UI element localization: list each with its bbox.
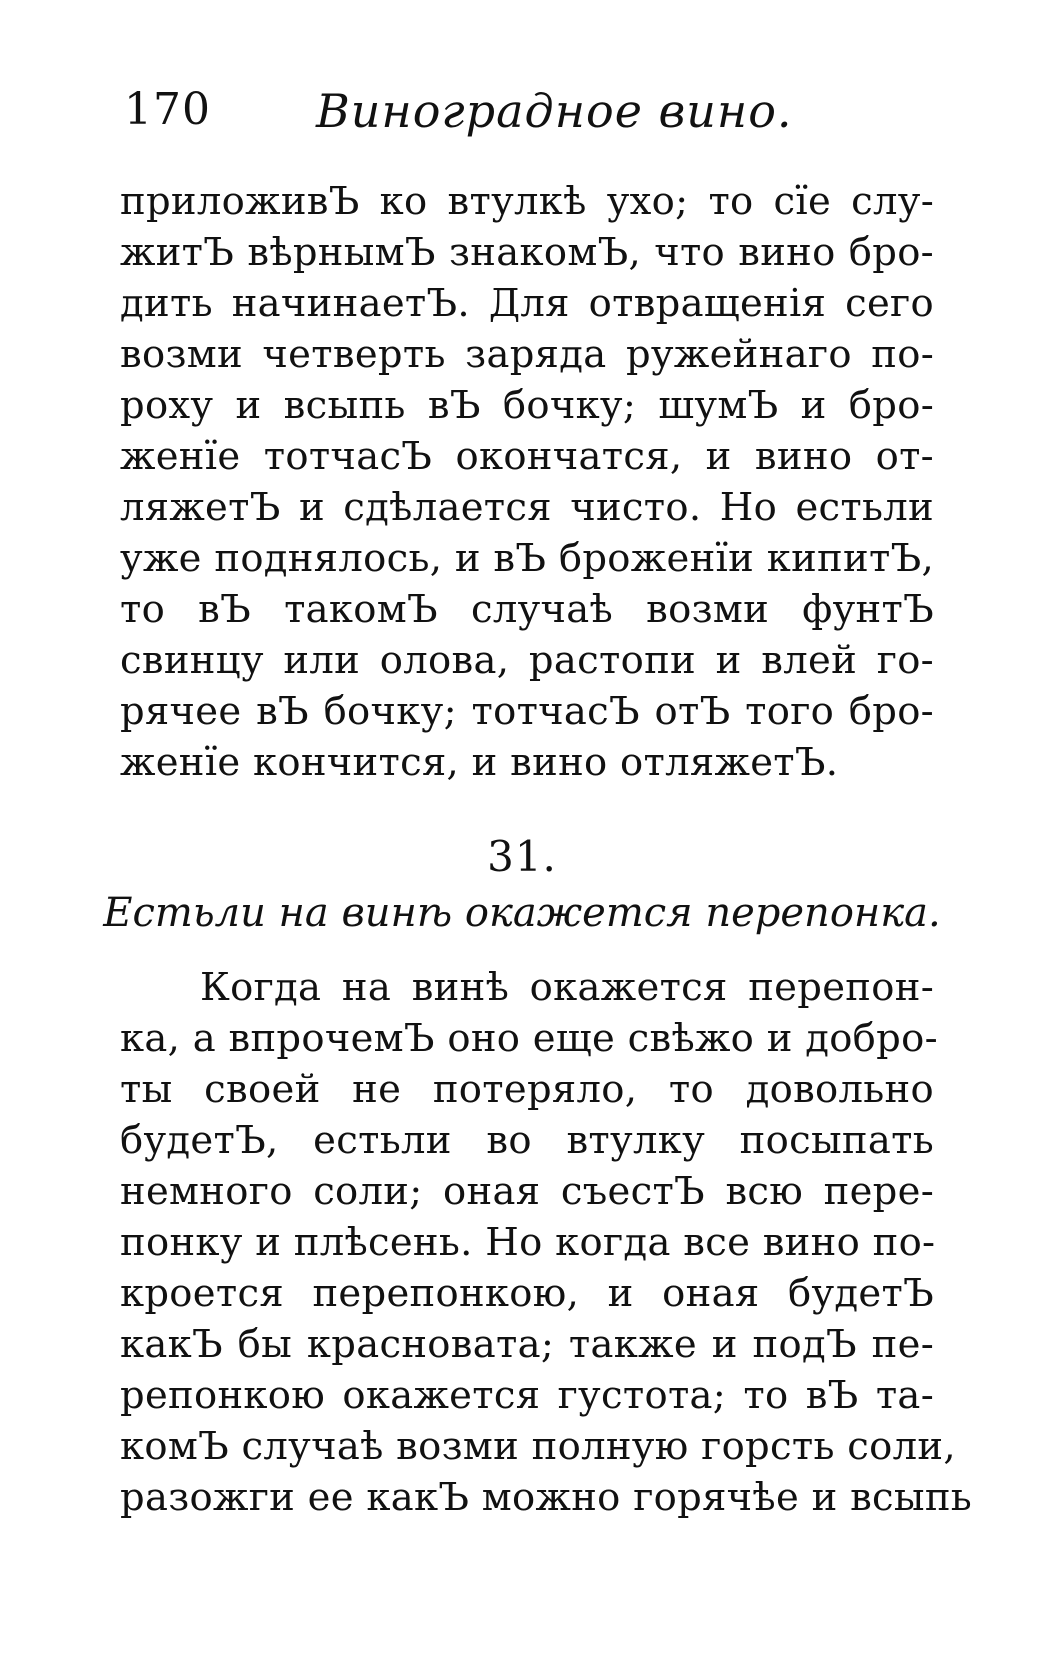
- section-title: Естьли на винѣ окажется перепонка.: [103, 890, 941, 936]
- text-line: понку и плѣсень. Но когда все вино по-: [120, 1220, 936, 1265]
- section-number: 31.: [487, 832, 557, 881]
- text-line: возми четверть заряда ружейнаго по-: [120, 332, 934, 377]
- text-line: рячее вЪ бочку; тотчасЪ отЪ того бро-: [120, 689, 934, 734]
- paragraph-1: [120, 176, 934, 788]
- text-line: ка, а впрочемЪ оно еще свѣжо и добро-: [120, 1016, 938, 1061]
- page-number: 170: [124, 84, 211, 135]
- text-line: то вЪ такомЪ случаѣ возми фунтЪ: [120, 587, 934, 632]
- text-line: уже поднялось, и вЪ броженїи кипитЪ,: [120, 536, 934, 581]
- text-line: ляжетЪ и сдѣлается чисто. Но естьли: [120, 485, 934, 530]
- text-line: свинцу или олова, растопи и влей го-: [120, 638, 934, 683]
- paragraph-2: [120, 962, 973, 1523]
- text-line: роху и всыпь вЪ бочку; шумЪ и бро-: [120, 383, 934, 428]
- text-line: немного соли; оная съестЪ всю пере-: [120, 1169, 934, 1214]
- text-line: житЪ вѣрнымЪ знакомЪ, что вино бро-: [120, 230, 934, 275]
- text-line: ты своей не потеряло, то довольно: [120, 1067, 934, 1112]
- text-line: Когда на винѣ окажется перепон-: [200, 965, 934, 1010]
- text-line: комЪ случаѣ возми полную горсть соли,: [120, 1424, 956, 1469]
- page-header: [124, 84, 924, 144]
- text-line: дить начинаетЪ. Для отвращенія сего: [120, 281, 934, 326]
- text-line: кроется перепонкою, и оная будетЪ: [120, 1271, 934, 1316]
- text-line: женїе тотчасЪ окончатся, и вино от-: [120, 434, 934, 479]
- text-line: будетЪ, естьли во втулку посыпать: [120, 1118, 934, 1163]
- text-line: репонкою окажется густота; то вЪ та-: [120, 1373, 934, 1418]
- text-line: приложивЪ ко втулкѣ ухо; то сїе слу-: [120, 179, 934, 224]
- running-title: Виноградное вино.: [316, 84, 793, 138]
- text-line: женїе кончится, и вино отляжетЪ.: [120, 740, 839, 785]
- text-line: какЪ бы красновата; также и подЪ пе-: [120, 1322, 934, 1367]
- text-line: разожги ее какЪ можно горячѣе и всыпь: [120, 1475, 973, 1520]
